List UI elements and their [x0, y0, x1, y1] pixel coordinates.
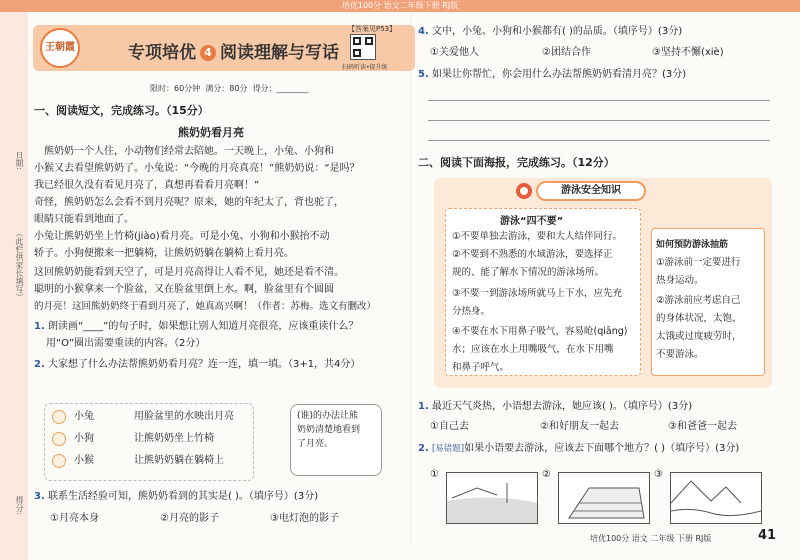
lifebuoy-icon — [516, 183, 532, 199]
question-text: 最近天气炎热，小语想去游泳，她应该( )。（填序号）(3分) — [431, 401, 693, 412]
question-text: 联系生活经验可知，熊奶奶看到的其实是( )。（填序号）(3分) — [47, 491, 319, 502]
question-number: 2. — [34, 359, 45, 370]
story-title: 熊奶奶看月亮 — [178, 126, 244, 139]
option[interactable]: ③坚持不懈(xiè) — [652, 47, 724, 58]
story-line: 熊奶奶一个人住，小动物们经常去陪她。一天晚上，小兔、小狗和 — [44, 146, 334, 157]
question-4 — [418, 25, 682, 39]
question-number: 1. — [34, 321, 45, 332]
cramp-line: ①游泳前一定要进行 — [656, 257, 741, 268]
full-score: 满分：80分 — [205, 84, 248, 93]
monkey-icon — [52, 454, 66, 468]
rule-line: ③不要一到游泳场所就马上下水，应先充 — [452, 288, 623, 299]
cramp-title: 如何预防游泳抽筋 — [656, 240, 729, 250]
section2-heading: 二、阅读下面海报，完成练习。（12分） — [418, 156, 615, 169]
brand-logo: 王朝霞 — [40, 28, 80, 68]
date-field: 日期: — [15, 150, 24, 170]
section1-heading: 一、阅读短文，完成练习。（15分） — [34, 104, 209, 117]
story-line: 这回熊奶奶能看到天空了，可是月亮高得让人看不见，她还是看不清。 — [34, 267, 344, 278]
footer-text: 培优100分 语文 二年级 下册 RJ版 — [590, 534, 712, 543]
bubble-line: 了月亮。 — [297, 439, 334, 449]
story-line: 小猴又去看望熊奶奶了。小兔说：“今晚的月亮真亮！”熊奶奶说：“是吗？ — [34, 163, 360, 174]
story-line: 我已经很久没有看见月亮了，真想再看看月亮啊！” — [34, 180, 260, 191]
rules-title: 游泳“四不要” — [500, 216, 564, 227]
score-field: 得分: — [15, 495, 24, 515]
rule-line: 和鼻子呼气。 — [452, 362, 510, 373]
story-line: 聪明的小猴拿来一个脸盆，又在脸盆里倒上水。啊，脸盆里有个圆圆 — [34, 284, 334, 295]
question-1 — [34, 320, 358, 334]
question-s2-2 — [418, 442, 739, 456]
cramp-line: 的身体状况，太饱、 — [656, 313, 742, 324]
question-s2-1 — [418, 400, 692, 414]
pic-label: ③ — [654, 469, 663, 480]
header-title-main: 阅读理解与写话 — [220, 43, 339, 63]
pool-picture[interactable] — [558, 472, 650, 524]
cramp-line: 热身运动。 — [656, 275, 704, 286]
animal-rabbit: 小兔 — [74, 411, 94, 422]
answer-reference: 【答案见P53】 — [348, 25, 397, 33]
story-line: 的月亮！这回熊奶奶终于看到月亮了，她真高兴啊！（作者：苏梅。选文有删改） — [34, 301, 377, 312]
question-number: 2. — [418, 443, 429, 454]
rabbit-icon — [52, 410, 66, 424]
question-text: 文中，小兔、小狗和小猴都有( )的品质。（填序号）(3分) — [431, 26, 683, 37]
option[interactable]: ①自己去 — [430, 421, 469, 432]
question-5 — [418, 68, 686, 82]
question-number: 3. — [34, 491, 45, 502]
option[interactable]: ②月亮的影子 — [160, 513, 219, 524]
rule-line: ④不要在水下用鼻子吸气，容易呛(qiāng) — [452, 326, 628, 337]
option[interactable]: ②和好朋友一起去 — [540, 421, 619, 432]
sea-icon — [671, 473, 761, 523]
page-number: 41 — [758, 528, 777, 543]
cramp-line: 不要游泳。 — [656, 349, 704, 360]
question-number: 4. — [418, 26, 429, 37]
question-number: 1. — [418, 401, 429, 412]
method-item: 让熊奶奶躺在躺椅上 — [134, 455, 224, 466]
story-line: 轿子。小狗便搬来一把躺椅，让熊奶奶躺在躺椅上看月亮。 — [34, 248, 294, 259]
question-text: 朗读画“____”的句子时，如果想让别人知道月亮很亮，应该重读什么？ — [47, 321, 359, 332]
question-2 — [34, 358, 360, 372]
cramp-line: 太饿或过度疲劳时， — [656, 331, 742, 342]
method-item: 让熊奶奶坐上竹椅 — [134, 433, 214, 444]
story-line: 眼睛只能看到地面了。 — [34, 214, 134, 225]
option[interactable]: ③电灯泡的影子 — [270, 513, 339, 524]
rule-line: 分热身。 — [452, 306, 491, 317]
river-picture[interactable] — [446, 472, 538, 524]
sea-picture[interactable] — [670, 472, 762, 524]
rule-line: 规的、能了解水下情况的游泳场所。 — [452, 267, 605, 278]
pool-icon — [559, 473, 649, 523]
header-title — [128, 38, 339, 63]
bubble-line: (谁)的办法让熊 — [297, 411, 359, 421]
question-number: 5. — [418, 69, 429, 80]
parent-note: （此栏供家长填写） — [15, 229, 24, 301]
poster-title: 游泳安全知识 — [536, 181, 646, 201]
question-3 — [34, 490, 318, 504]
question-tag: [易错题] — [431, 444, 465, 454]
animal-monkey: 小猴 — [74, 455, 94, 466]
top-banner-text: 培优100分 语文二年级下册 RJ版 — [341, 1, 459, 10]
question-1-cont: 用“O”圈出需要重读的内容。（2分） — [46, 338, 206, 349]
fill-in-bubble[interactable] — [290, 404, 382, 476]
bubble-line: 奶奶清楚地看到 — [297, 425, 361, 435]
time-limit: 限时：60分钟 — [150, 84, 201, 93]
test-info — [150, 83, 309, 94]
answer-line[interactable] — [428, 120, 770, 121]
story-line: 小兔让熊奶奶坐上竹椅(jiào)看月亮。可是小兔、小狗和小猴抬不动 — [34, 231, 330, 242]
river-icon — [447, 473, 537, 523]
option[interactable]: ③和爸爸一起去 — [668, 421, 737, 432]
page-divider — [410, 14, 411, 544]
header-number: 4 — [200, 45, 216, 61]
story-line: 奇怪，熊奶奶怎么会看不到月亮呢？原来，她的年纪太了，背也驼了， — [34, 197, 344, 208]
question-text: 大家想了什么办法帮熊奶奶看月亮？连一连，填一填。（3+1，共4分） — [47, 359, 361, 370]
dog-icon — [52, 432, 66, 446]
question-text: 如果小语要去游泳，应该去下面哪个地方？( )（填序号）(3分) — [464, 443, 740, 454]
pic-label: ① — [430, 469, 439, 480]
score-blank: 得分：________ — [252, 84, 309, 93]
answer-line[interactable] — [428, 140, 770, 141]
header-title-prefix: 专项培优 — [128, 43, 196, 63]
option[interactable]: ①关爱他人 — [430, 47, 479, 58]
qr-code-icon[interactable] — [350, 34, 376, 60]
cramp-line: ②游泳前应考虑自己 — [656, 295, 741, 306]
option[interactable]: ①月亮本身 — [50, 513, 99, 524]
method-item: 用脸盆里的水映出月亮 — [134, 411, 234, 422]
rule-line: ②不要到不熟悉的水域游泳，要选择正 — [452, 249, 613, 260]
answer-line[interactable] — [428, 100, 770, 101]
rule-line: ①不要单独去游泳，要和大人结伴同行。 — [452, 231, 623, 242]
question-text: 如果让你帮忙，你会用什么办法帮熊奶奶看清月亮？(3分) — [431, 69, 687, 80]
pic-label: ② — [542, 469, 551, 480]
qr-caption: 扫码听读•提升练 — [342, 64, 388, 71]
option[interactable]: ②团结合作 — [542, 47, 591, 58]
rule-line: 水；应该在水上用嘴吸气，在水下用嘴 — [452, 344, 614, 355]
animal-dog: 小狗 — [74, 433, 94, 444]
